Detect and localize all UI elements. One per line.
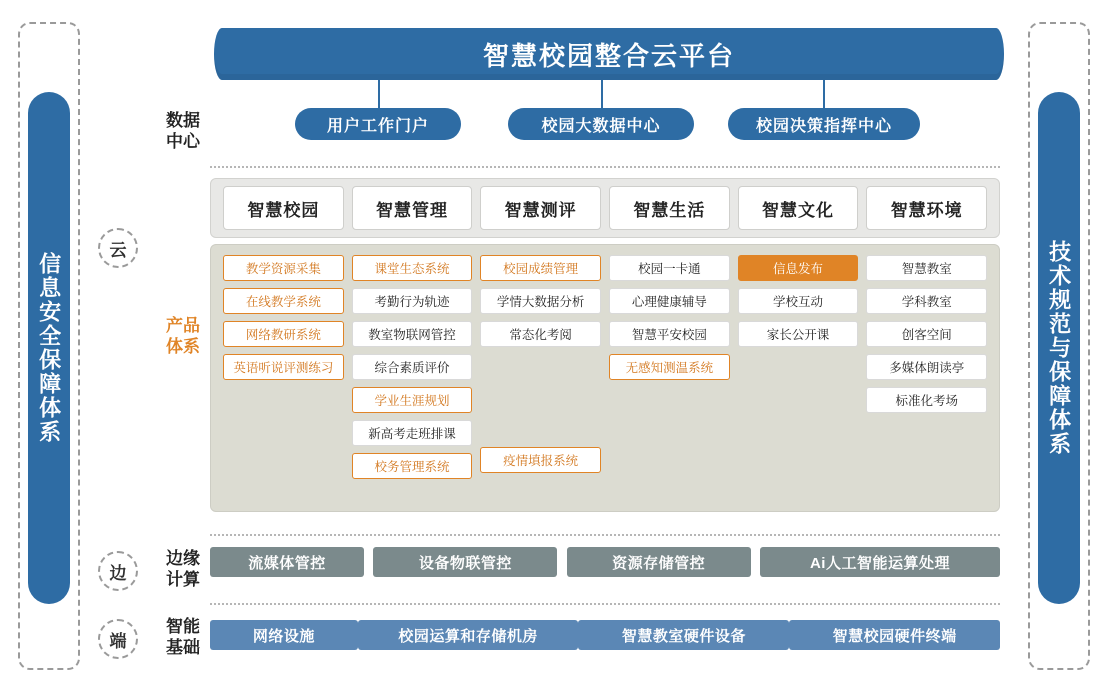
product-column-smart-management bbox=[352, 255, 473, 501]
product-chip[interactable]: 学校互动 bbox=[738, 288, 859, 314]
product-chip[interactable]: 信息发布 bbox=[738, 255, 859, 281]
product-chip[interactable]: 在线教学系统 bbox=[223, 288, 344, 314]
category-smart-culture[interactable]: 智慧文化 bbox=[738, 186, 859, 230]
product-column-smart-life bbox=[609, 255, 730, 501]
product-chip[interactable]: 家长公开课 bbox=[738, 321, 859, 347]
product-chip[interactable]: 综合素质评价 bbox=[352, 354, 473, 380]
base-box-campus-terminal[interactable]: 智慧校园硬件终端 bbox=[789, 620, 1000, 650]
product-chip[interactable]: 心理健康辅导 bbox=[609, 288, 730, 314]
product-chip[interactable]: 无感知测温系统 bbox=[609, 354, 730, 380]
right-pillar-bar bbox=[1038, 92, 1080, 604]
product-column-smart-campus bbox=[223, 255, 344, 501]
category-smart-campus[interactable]: 智慧校园 bbox=[223, 186, 344, 230]
row-label-data-center bbox=[152, 110, 214, 153]
product-chip[interactable]: 课堂生态系统 bbox=[352, 255, 473, 281]
product-chip[interactable]: 疫情填报系统 bbox=[480, 447, 601, 473]
edge-box-ai[interactable]: Ai人工智能运算处理 bbox=[760, 547, 1000, 577]
category-smart-life[interactable]: 智慧生活 bbox=[609, 186, 730, 230]
connector-line-1 bbox=[378, 80, 380, 108]
edge-computing-row bbox=[210, 545, 1000, 579]
right-pillar-frame bbox=[1028, 22, 1090, 670]
separator-edge-base bbox=[210, 603, 1000, 605]
row-label-edge-line1: 边缘 bbox=[166, 549, 200, 568]
left-pillar-bar bbox=[28, 92, 70, 604]
edge-box-iot[interactable]: 设备物联管控 bbox=[373, 547, 557, 577]
connector-line-3 bbox=[823, 80, 825, 108]
product-chip[interactable]: 创客空间 bbox=[866, 321, 987, 347]
product-chip[interactable]: 考勤行为轨迹 bbox=[352, 288, 473, 314]
platform-title-banner: 智慧校园整合云平台 bbox=[214, 28, 1004, 80]
product-chip[interactable]: 智慧教室 bbox=[866, 255, 987, 281]
layer-badge-cloud: 云 bbox=[98, 228, 138, 268]
product-chip-spacer bbox=[480, 354, 601, 378]
edge-box-storage[interactable]: 资源存储管控 bbox=[567, 547, 751, 577]
right-pillar-label: 技术规范与保障体系 bbox=[1046, 240, 1072, 456]
row-label-product bbox=[152, 315, 214, 358]
pill-user-portal[interactable]: 用户工作门户 bbox=[295, 108, 461, 140]
base-box-network[interactable]: 网络设施 bbox=[210, 620, 358, 650]
row-label-product-line2: 体系 bbox=[166, 337, 200, 357]
product-chip[interactable]: 教学资源采集 bbox=[223, 255, 344, 281]
row-label-edge-computing bbox=[152, 548, 214, 591]
row-label-smart-base bbox=[152, 616, 214, 659]
product-chip-spacer bbox=[480, 416, 601, 440]
product-chip[interactable]: 校务管理系统 bbox=[352, 453, 473, 479]
row-label-edge-line2: 计算 bbox=[166, 570, 200, 590]
layer-badge-end: 端 bbox=[98, 619, 138, 659]
product-chip[interactable]: 新高考走班排课 bbox=[352, 420, 473, 446]
separator-product-edge bbox=[210, 534, 1000, 536]
product-column-smart-culture bbox=[738, 255, 859, 501]
product-chip-spacer bbox=[480, 385, 601, 409]
connector-line-2 bbox=[601, 80, 603, 108]
category-smart-environment[interactable]: 智慧环境 bbox=[866, 186, 987, 230]
product-chip[interactable]: 学情大数据分析 bbox=[480, 288, 601, 314]
product-chip[interactable]: 学科教室 bbox=[866, 288, 987, 314]
product-chip[interactable]: 英语听说评测练习 bbox=[223, 354, 344, 380]
row-label-data-center-line2: 中心 bbox=[166, 132, 200, 152]
product-chip[interactable]: 教室物联网管控 bbox=[352, 321, 473, 347]
category-smart-assessment[interactable]: 智慧测评 bbox=[480, 186, 601, 230]
edge-box-streaming[interactable]: 流媒体管控 bbox=[210, 547, 364, 577]
row-label-base-line1: 智能 bbox=[166, 617, 200, 636]
pill-decision-center[interactable]: 校园决策指挥中心 bbox=[728, 108, 920, 140]
product-chip[interactable]: 学业生涯规划 bbox=[352, 387, 473, 413]
base-box-classroom-hardware[interactable]: 智慧教室硬件设备 bbox=[578, 620, 789, 650]
separator-data-product bbox=[210, 166, 1000, 168]
product-chip[interactable]: 网络教研系统 bbox=[223, 321, 344, 347]
product-system-panel bbox=[210, 244, 1000, 512]
product-chip[interactable]: 智慧平安校园 bbox=[609, 321, 730, 347]
left-pillar-frame bbox=[18, 22, 80, 670]
product-chip[interactable]: 常态化考阅 bbox=[480, 321, 601, 347]
product-column-smart-assessment bbox=[480, 255, 601, 501]
left-pillar-label: 信息安全保障体系 bbox=[36, 252, 62, 444]
product-chip[interactable]: 多媒体朗读亭 bbox=[866, 354, 987, 380]
product-chip[interactable]: 校园成绩管理 bbox=[480, 255, 601, 281]
smart-base-row bbox=[210, 618, 1000, 652]
pill-bigdata-center[interactable]: 校园大数据中心 bbox=[508, 108, 694, 140]
layer-badge-edge: 边 bbox=[98, 551, 138, 591]
product-column-smart-environment bbox=[866, 255, 987, 501]
row-label-product-line1: 产品 bbox=[166, 316, 200, 335]
product-chip[interactable]: 标准化考场 bbox=[866, 387, 987, 413]
row-label-data-center-line1: 数据 bbox=[166, 111, 200, 130]
category-smart-management[interactable]: 智慧管理 bbox=[352, 186, 473, 230]
category-strip bbox=[210, 178, 1000, 238]
product-chip[interactable]: 校园一卡通 bbox=[609, 255, 730, 281]
base-box-datacenter-room[interactable]: 校园运算和存储机房 bbox=[358, 620, 579, 650]
row-label-base-line2: 基础 bbox=[166, 638, 200, 658]
